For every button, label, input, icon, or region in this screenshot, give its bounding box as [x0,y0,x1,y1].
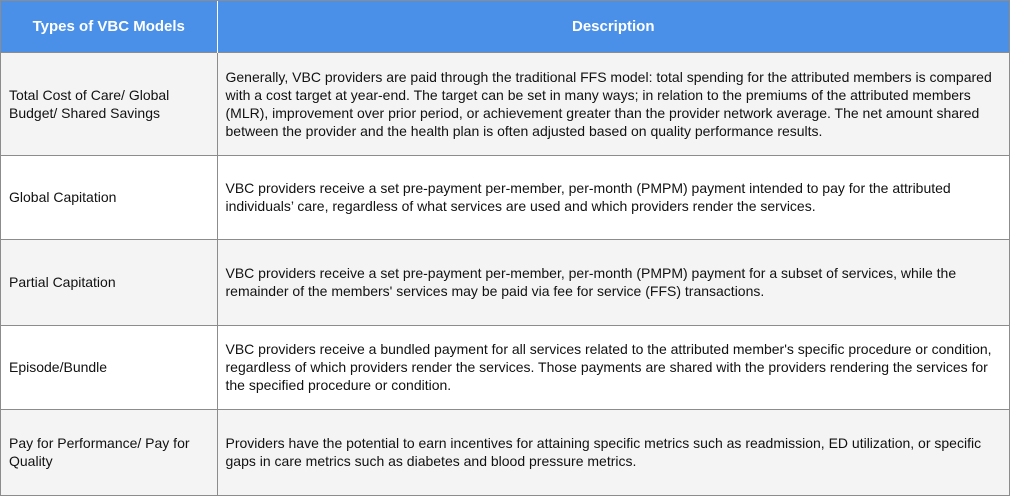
model-name-cell: Pay for Performance/ Pay for Quality [1,409,217,495]
table-row [1,155,1009,239]
header-types-of-vbc-models: Types of VBC Models [1,1,217,52]
model-name-cell: Global Capitation [1,155,217,239]
model-name-cell: Partial Capitation [1,239,217,325]
table-row [1,409,1009,495]
table-header-row [1,1,1009,52]
model-description-cell: VBC providers receive a set pre-payment per-member, per-month (PMPM) payment for a subset of services, while the remainder of the members' services may be paid via fee for service (FFS) transactions. [217,239,1009,325]
table-row [1,239,1009,325]
model-description-cell: Providers have the potential to earn incentives for attaining specific metrics such as readmission, ED utilization, or specific gaps in care metrics such as diabetes and blood pressure metrics. [217,409,1009,495]
model-description-cell: Generally, VBC providers are paid through the traditional FFS model: total spending for the attributed members is compared with a cost target at year-end. The target can be set in many ways; in relation to the premiums of the attributed members (MLR), improvement over prior period, or achievement greater than the provider network average. The net amount shared between the provider and the health plan is often adjusted based on quality performance results. [217,52,1009,155]
model-name-cell: Total Cost of Care/ Global Budget/ Shared Savings [1,52,217,155]
table-row [1,52,1009,155]
model-description-cell: VBC providers receive a bundled payment for all services related to the attributed member's specific procedure or condition, regardless of which providers render the services. Those payments are shared with the providers rendering the services for the specified procedure or condition. [217,325,1009,409]
vbc-models-table [1,1,1009,495]
model-name-cell: Episode/Bundle [1,325,217,409]
header-description: Description [217,1,1009,52]
model-description-cell: VBC providers receive a set pre-payment per-member, per-month (PMPM) payment intended to pay for the attributed individuals’ care, regardless of what services are used and which providers render the services. [217,155,1009,239]
table-row [1,325,1009,409]
